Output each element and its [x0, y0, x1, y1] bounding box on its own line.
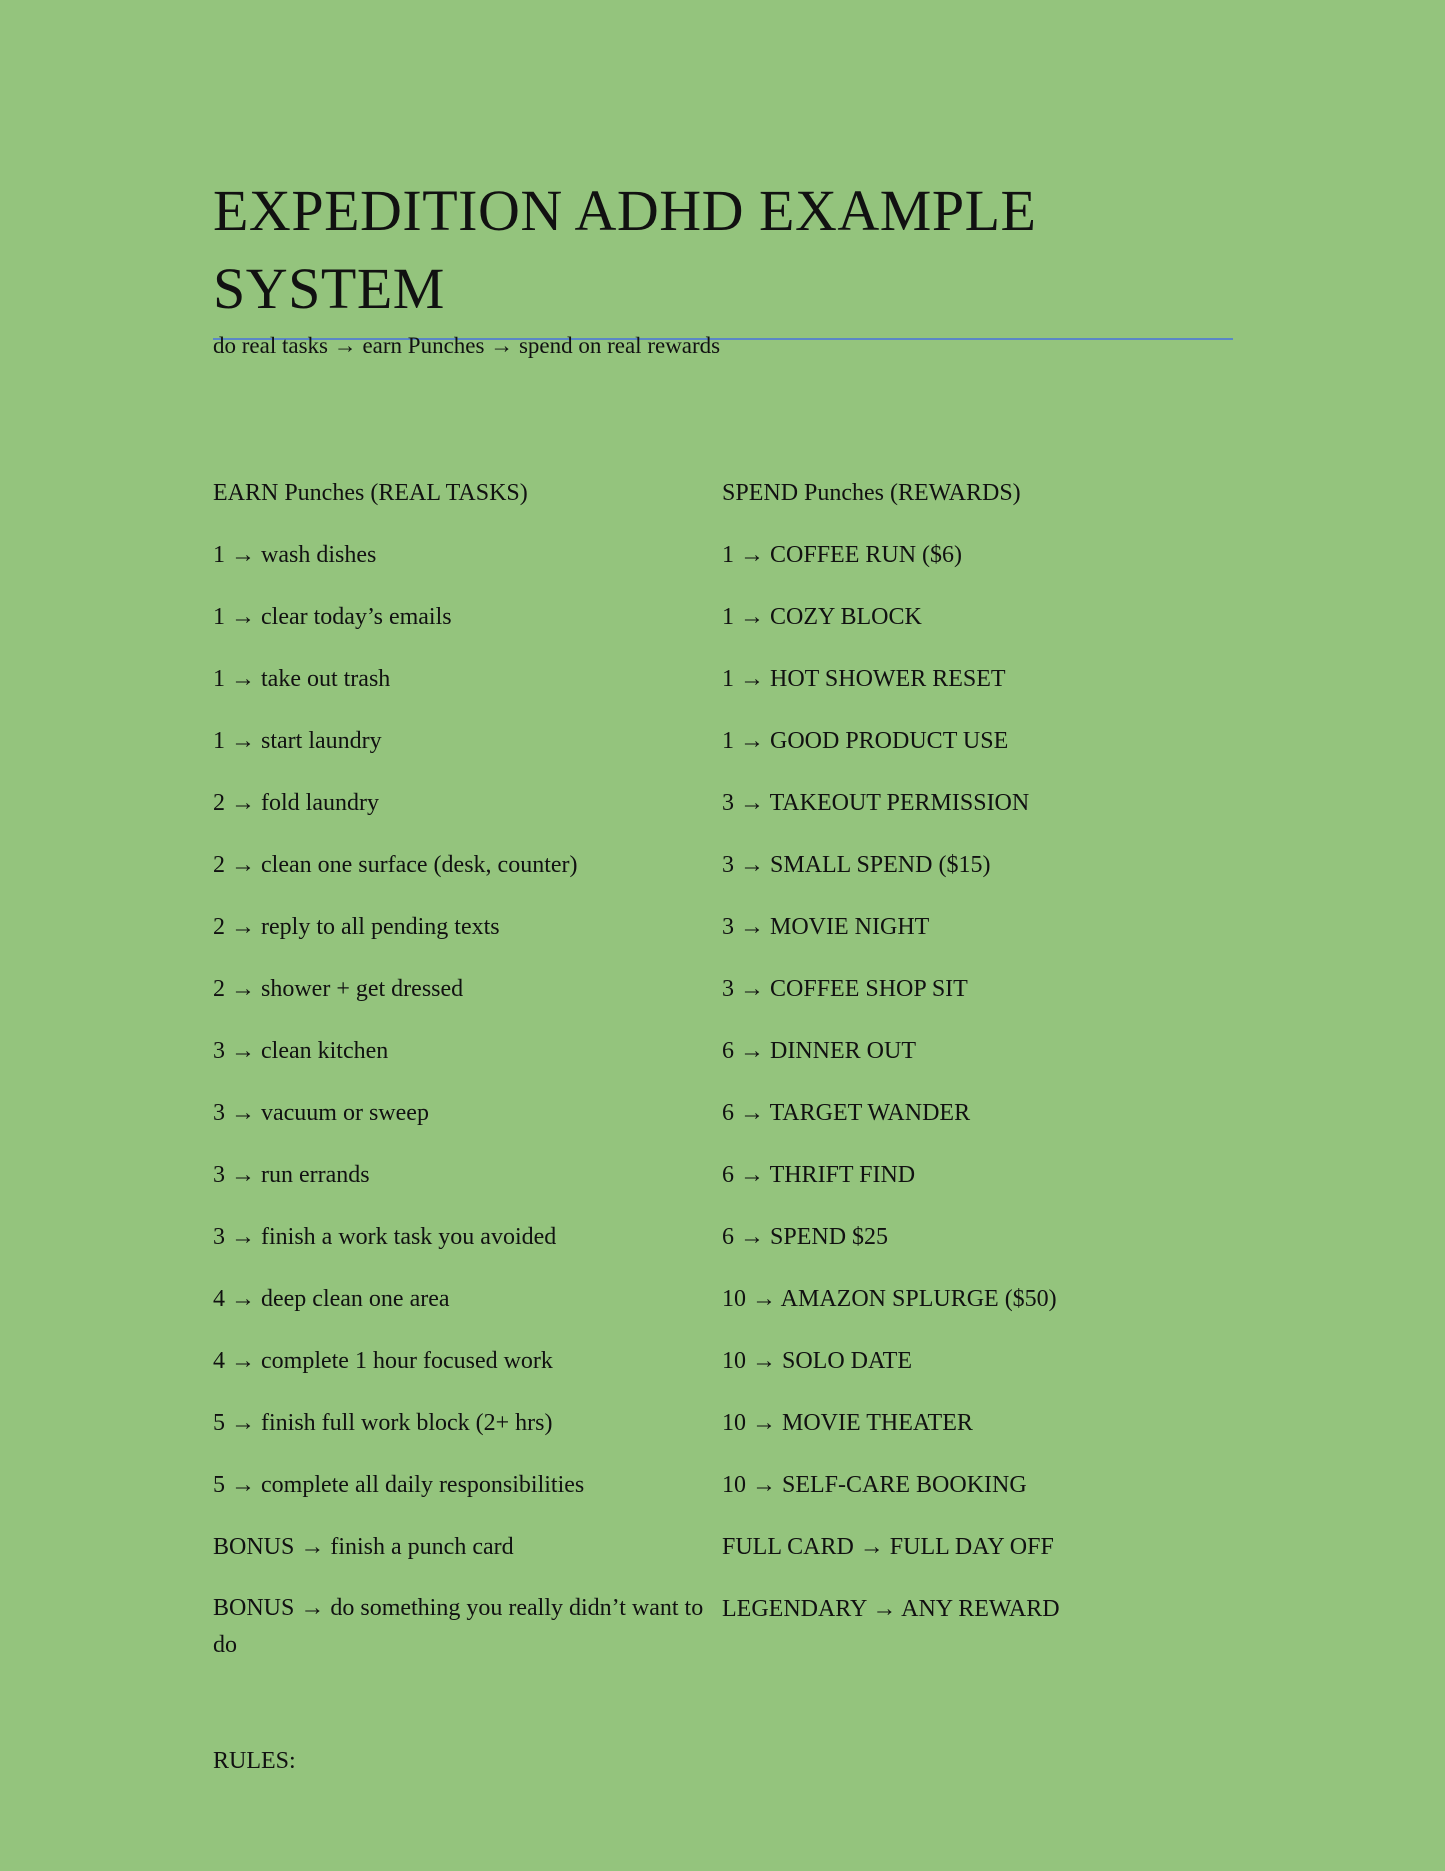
- earn-item: 1 → wash dishes: [213, 542, 377, 568]
- spend-item: 6 → SPEND $25: [722, 1224, 889, 1250]
- spend-item: 10 → SOLO DATE: [722, 1348, 912, 1374]
- spend-item: 6 → THRIFT FIND: [722, 1162, 916, 1188]
- earn-item: 2 → shower + get dressed: [213, 976, 464, 1002]
- earn-header: EARN Punches (REAL TASKS): [213, 480, 528, 506]
- earn-item: BONUS → finish a punch card: [213, 1534, 514, 1560]
- earn-item: 4 → complete 1 hour focused work: [213, 1348, 553, 1374]
- earn-item: 2 → fold laundry: [213, 790, 379, 816]
- spend-header: SPEND Punches (REWARDS): [722, 480, 1021, 506]
- spend-item: 6 → DINNER OUT: [722, 1038, 916, 1064]
- earn-item: 2 → reply to all pending texts: [213, 914, 500, 940]
- earn-item: 4 → deep clean one area: [213, 1286, 450, 1312]
- spend-item: 3 → SMALL SPEND ($15): [722, 852, 991, 878]
- spend-item: 3 → TAKEOUT PERMISSION: [722, 790, 1030, 816]
- spend-item: 10 → MOVIE THEATER: [722, 1410, 973, 1436]
- earn-item: BONUS → do something you really didn’t want to do: [213, 1595, 704, 1658]
- earn-item: 5 → finish full work block (2+ hrs): [213, 1410, 553, 1436]
- spend-item: 3 → MOVIE NIGHT: [722, 914, 930, 940]
- spend-item: 1 → GOOD PRODUCT USE: [722, 728, 1009, 754]
- spend-item: 3 → COFFEE SHOP SIT: [722, 976, 968, 1002]
- spend-item: 1 → HOT SHOWER RESET: [722, 666, 1006, 692]
- rules-heading: RULES:: [213, 1748, 296, 1774]
- earn-item: 3 → vacuum or sweep: [213, 1100, 429, 1126]
- spend-column: [722, 474, 1222, 1652]
- earn-item: 3 → run errands: [213, 1162, 370, 1188]
- spend-item: 1 → COFFEE RUN ($6): [722, 542, 963, 568]
- spend-item: 10 → SELF-CARE BOOKING: [722, 1472, 1027, 1498]
- document-subtitle: do real tasks → earn Punches → spend on real rewards: [213, 333, 721, 358]
- spend-item: 10 → AMAZON SPLURGE ($50): [722, 1286, 1057, 1312]
- earn-item: 1 → take out trash: [213, 666, 391, 692]
- document-title: EXPEDITION ADHD EXAMPLE SYSTEM: [213, 178, 1037, 321]
- spend-item: 1 → COZY BLOCK: [722, 604, 922, 630]
- earn-item: 1 → start laundry: [213, 728, 382, 754]
- earn-item: 1 → clear today’s emails: [213, 604, 452, 630]
- earn-item: 2 → clean one surface (desk, counter): [213, 852, 578, 878]
- earn-item: 3 → clean kitchen: [213, 1038, 389, 1064]
- earn-column: [213, 474, 713, 1664]
- spend-item: LEGENDARY → ANY REWARD: [722, 1596, 1060, 1622]
- spend-item: 6 → TARGET WANDER: [722, 1100, 971, 1126]
- earn-item: 5 → complete all daily responsibilities: [213, 1472, 585, 1498]
- earn-item: 3 → finish a work task you avoided: [213, 1224, 557, 1250]
- spend-item: FULL CARD → FULL DAY OFF: [722, 1534, 1054, 1560]
